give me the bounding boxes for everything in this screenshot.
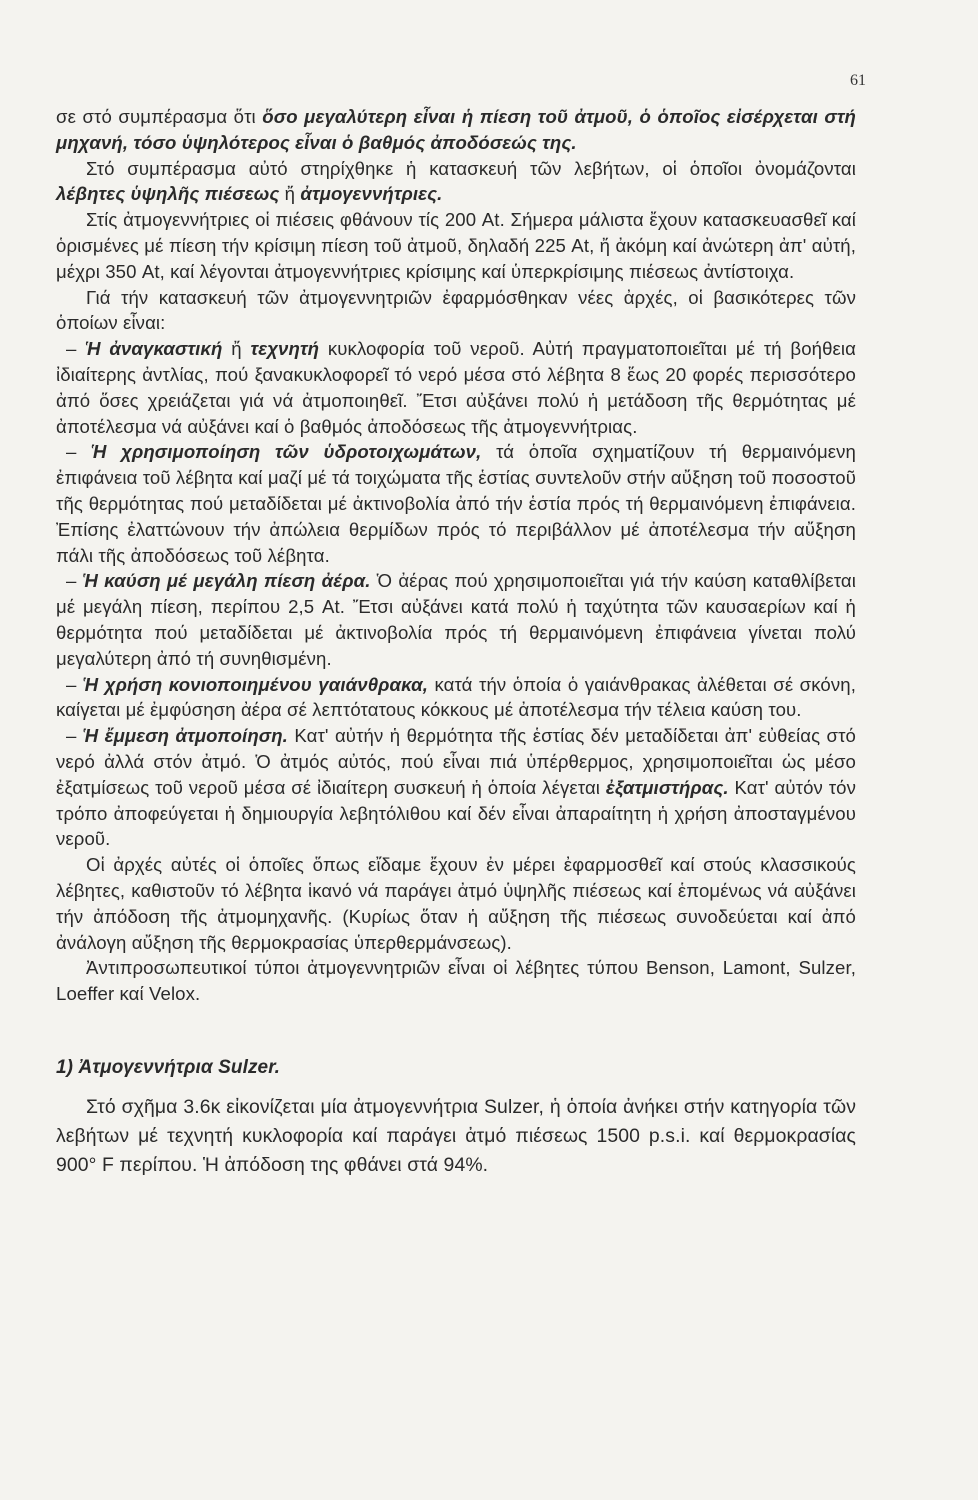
emphasis-text: Ἡ χρησιμοποίηση τῶν ὑδροτοιχωμάτων, [91,441,482,463]
body-text: Στό σχῆμα 3.6κ εἰκονίζεται μία ἀτμογεννήτρια Sulzer, ἡ ὁποία ἀνήκει στήν κατηγορία τῶν λεβήτων μέ τεχνητή κυκλοφορία καί παράγει ἀτμό πιέσεως 1500 p.s.i. καί θερμοκρασίας 900° F περίπου. Ἡ ἀπόδοση της φθάνει στά 94%. [56,1095,856,1176]
emphasis-text: ἀτμογεννήτριες. [300,183,443,205]
body-text: – [66,673,83,695]
emphasis-text: Ἡ καύση μέ μεγάλη πίεση ἀέρα. [82,570,371,592]
body-text: Κατ' αὐτήν ἡ θερμότητα τῆς ἑστίας δέν μεταδίδεται ἀπ' εὐθείας στό νερό ἀλλά στόν ἀτμό. Ὁ ἀτμός αὐτός, πού εἶναι πιά ὑπέρθερμος, χρησιμοποιεῖται ὡς μέσο ἐξατμίσεως τοῦ νεροῦ μέσα σέ ἰδιαίτερη συσκευή ἡ ὁποία λέγεται [56,725,856,798]
paragraph-p4 [56,285,856,337]
paragraph-p10 [56,852,856,955]
paragraph-p5 [56,336,856,439]
body-text: κατά τήν ὁποία ὁ γαιάνθρακας ἀλέθεται σέ σκόνη, καίγεται μέ ἐμφύσηση ἀέρα σέ λεπτότατους κόκκους μέ ἀποτέλεσμα τήν τέλεια καύση του. [56,673,856,721]
body-text: ἤ [222,338,251,360]
emphasis-text: Ἡ ἀναγκαστική [85,338,223,360]
paragraph-p7 [56,568,856,671]
body-text: Ἀντιπροσωπευτικοί τύποι ἀτμογεννητριῶν εἶναι οἱ λέβητες τύπου Benson, Lamont, Sulzer, Loeffer καί Velox. [56,957,856,1005]
body-text: – [66,338,86,360]
body-text: – [66,570,83,592]
paragraph-p3 [56,207,856,284]
body-text: ἤ [279,183,301,205]
body-text: – [66,441,92,463]
body-text: Οἱ ἀρχές αὐτές οἱ ὁποῖες ὅπως εἴδαμε ἔχουν ἐν μέρει ἐφαρμοσθεῖ καί στούς κλασσικούς λέβητες, καθιστοῦν τό λέβητα ἱκανό νά παράγει ἀτμό ὑψηλῆς πιέσεως καί ἑπομένως νά αὐξάνει τήν ἀπόδοση τῆς ἀτμομηχανῆς. (Κυρίως ὅταν ἡ αὔξηση τῆς πιέσεως συνοδεύεται καί ἀπό ἀνάλογη αὔξηση τῆς θερμοκρασίας ὑπερθερμάνσεως). [56,854,856,953]
emphasis-text: ὅσο μεγαλύτερη εἶναι ἡ πίεση τοῦ ἀτμοῦ, ὁ ὁποῖος εἰσέρχεται στή μηχανή, τόσο ὑψηλότερος εἶναι ὁ βαθμός ἀποδόσεώς της. [56,106,856,153]
section-heading: 1) Ἀτμογεννήτρια Sulzer. [56,1056,281,1078]
emphasis-text: Ἡ ἔμμεση ἀτμοποίηση. [82,725,288,747]
paragraph-p6 [56,439,856,568]
body-text: Γιά τήν κατασκευή τῶν ἀτμογεννητριῶν ἐφαρμόσθηκαν νέες ἀρχές, οἱ βασικότερες τῶν ὁποίων εἶναι: [56,286,856,334]
paragraph-p11 [56,955,856,1007]
body-text: κυκλοφορία τοῦ νεροῦ. Αὐτή πραγματοποιεῖται μέ τή βοήθεια ἰδιαίτερης ἀντλίας, πού ξανακυκλοφορεῖ τό νερό μέσα στό λέβητα 8 ἕως 20 φορές περισσότερο ἀπό ὅσες χρειάζεται γιά νά ἀτμοποιηθεῖ. Ἔτσι αὐξάνει πολύ ἡ μετάδοση τῆς θερμότητας μέ ἀποτέλεσμα νά αὐξάνει καί ὁ βαθμός ἀποδόσεως τῆς ἀτμογεννήτριας. [56,338,856,437]
body-text: σε στό συμπέρασμα ὅτι [56,106,263,127]
paragraph-p1 [56,104,856,156]
emphasis-text: λέβητες ὑψηλῆς πιέσεως [56,183,280,205]
body-text: Ὁ ἀέρας πού χρησιμοποιεῖται γιά τήν καύση καταθλίβεται μέ μεγάλη πίεση, περίπου 2,5 At. Ἔτσι αὐξάνει κατά πολύ ἡ ταχύτητα τῶν καυσαερίων καί ἡ θερμότητα πού μεταδίδεται μέ ἀκτινοβολία πρός τή θερμαινόμενη ἐπιφάνεια γίνεται πολύ μεγαλύτερη ἀπό τή συνηθισμένη. [56,570,856,669]
body-text: Στίς ἀτμογεννήτριες οἱ πιέσεις φθάνουν τίς 200 At. Σήμερα μάλιστα ἔχουν κατασκευασθεῖ καί ὁρισμένες μέ πίεση τήν κρίσιμη πίεση τοῦ ἀτμοῦ, δηλαδή 225 At, ἤ ἀκόμη καί ἀνώτερη ἀπ' αὐτή, μέχρι 350 At, καί λέγονται ἀτμογεννήτριες κρίσιμης καί ὑπερκρίσιμης πιέσεως ἀντίστοιχα. [56,209,856,282]
paragraph-list [56,104,856,1007]
final-paragraph-container [56,1093,856,1180]
paragraph-p12 [56,1093,856,1180]
page-body [56,104,856,1180]
paragraph-p2 [56,156,856,208]
body-text: τά ὁποῖα σχηματίζουν τή θερμαινόμενη ἐπιφάνεια τοῦ λέβητα καί μαζί μέ τά τοιχώματα τῆς ἑστίας συντελοῦν στήν αὔξηση τοῦ ποσοστοῦ τῆς θερμότητας πού μεταδίδεται μέ ἀκτινοβολία ἀπό τήν ἑστία πρός τή θερμαινόμενη ἐπιφάνεια. Ἐπίσης ἐλαττώνουν τήν ἀπώλεια θερμίδων πρός τό περιβάλλον μέ ἀποτέλεσμα τήν αὔξηση πάλι τῆς ἀποδόσεως τοῦ λέβητα. [56,441,856,566]
paragraph-p8 [56,672,856,724]
paragraph-p9 [56,723,856,852]
body-text: Στό συμπέρασμα αὐτό στηρίχθηκε ἡ κατασκευή τῶν λεβήτων, οἱ ὁποῖοι ὀνομάζονται [86,157,856,179]
emphasis-text: Ἡ χρήση κονιοποιημένου γαιάνθρακα, [82,673,428,695]
body-text: – [66,725,83,747]
page-number: 61 [850,72,866,89]
emphasis-text: τεχνητή [250,338,320,360]
emphasis-text: ἐξατμιστήρας. [605,776,729,798]
body-text: Κατ' αὐτόν τόν τρόπο ἀποφεύγεται ἡ δημιουργία λεβητόλιθου καί δέν εἶναι ἀπαραίτητη ἡ χρήση ἀποσταγμένου νεροῦ. [56,776,857,850]
